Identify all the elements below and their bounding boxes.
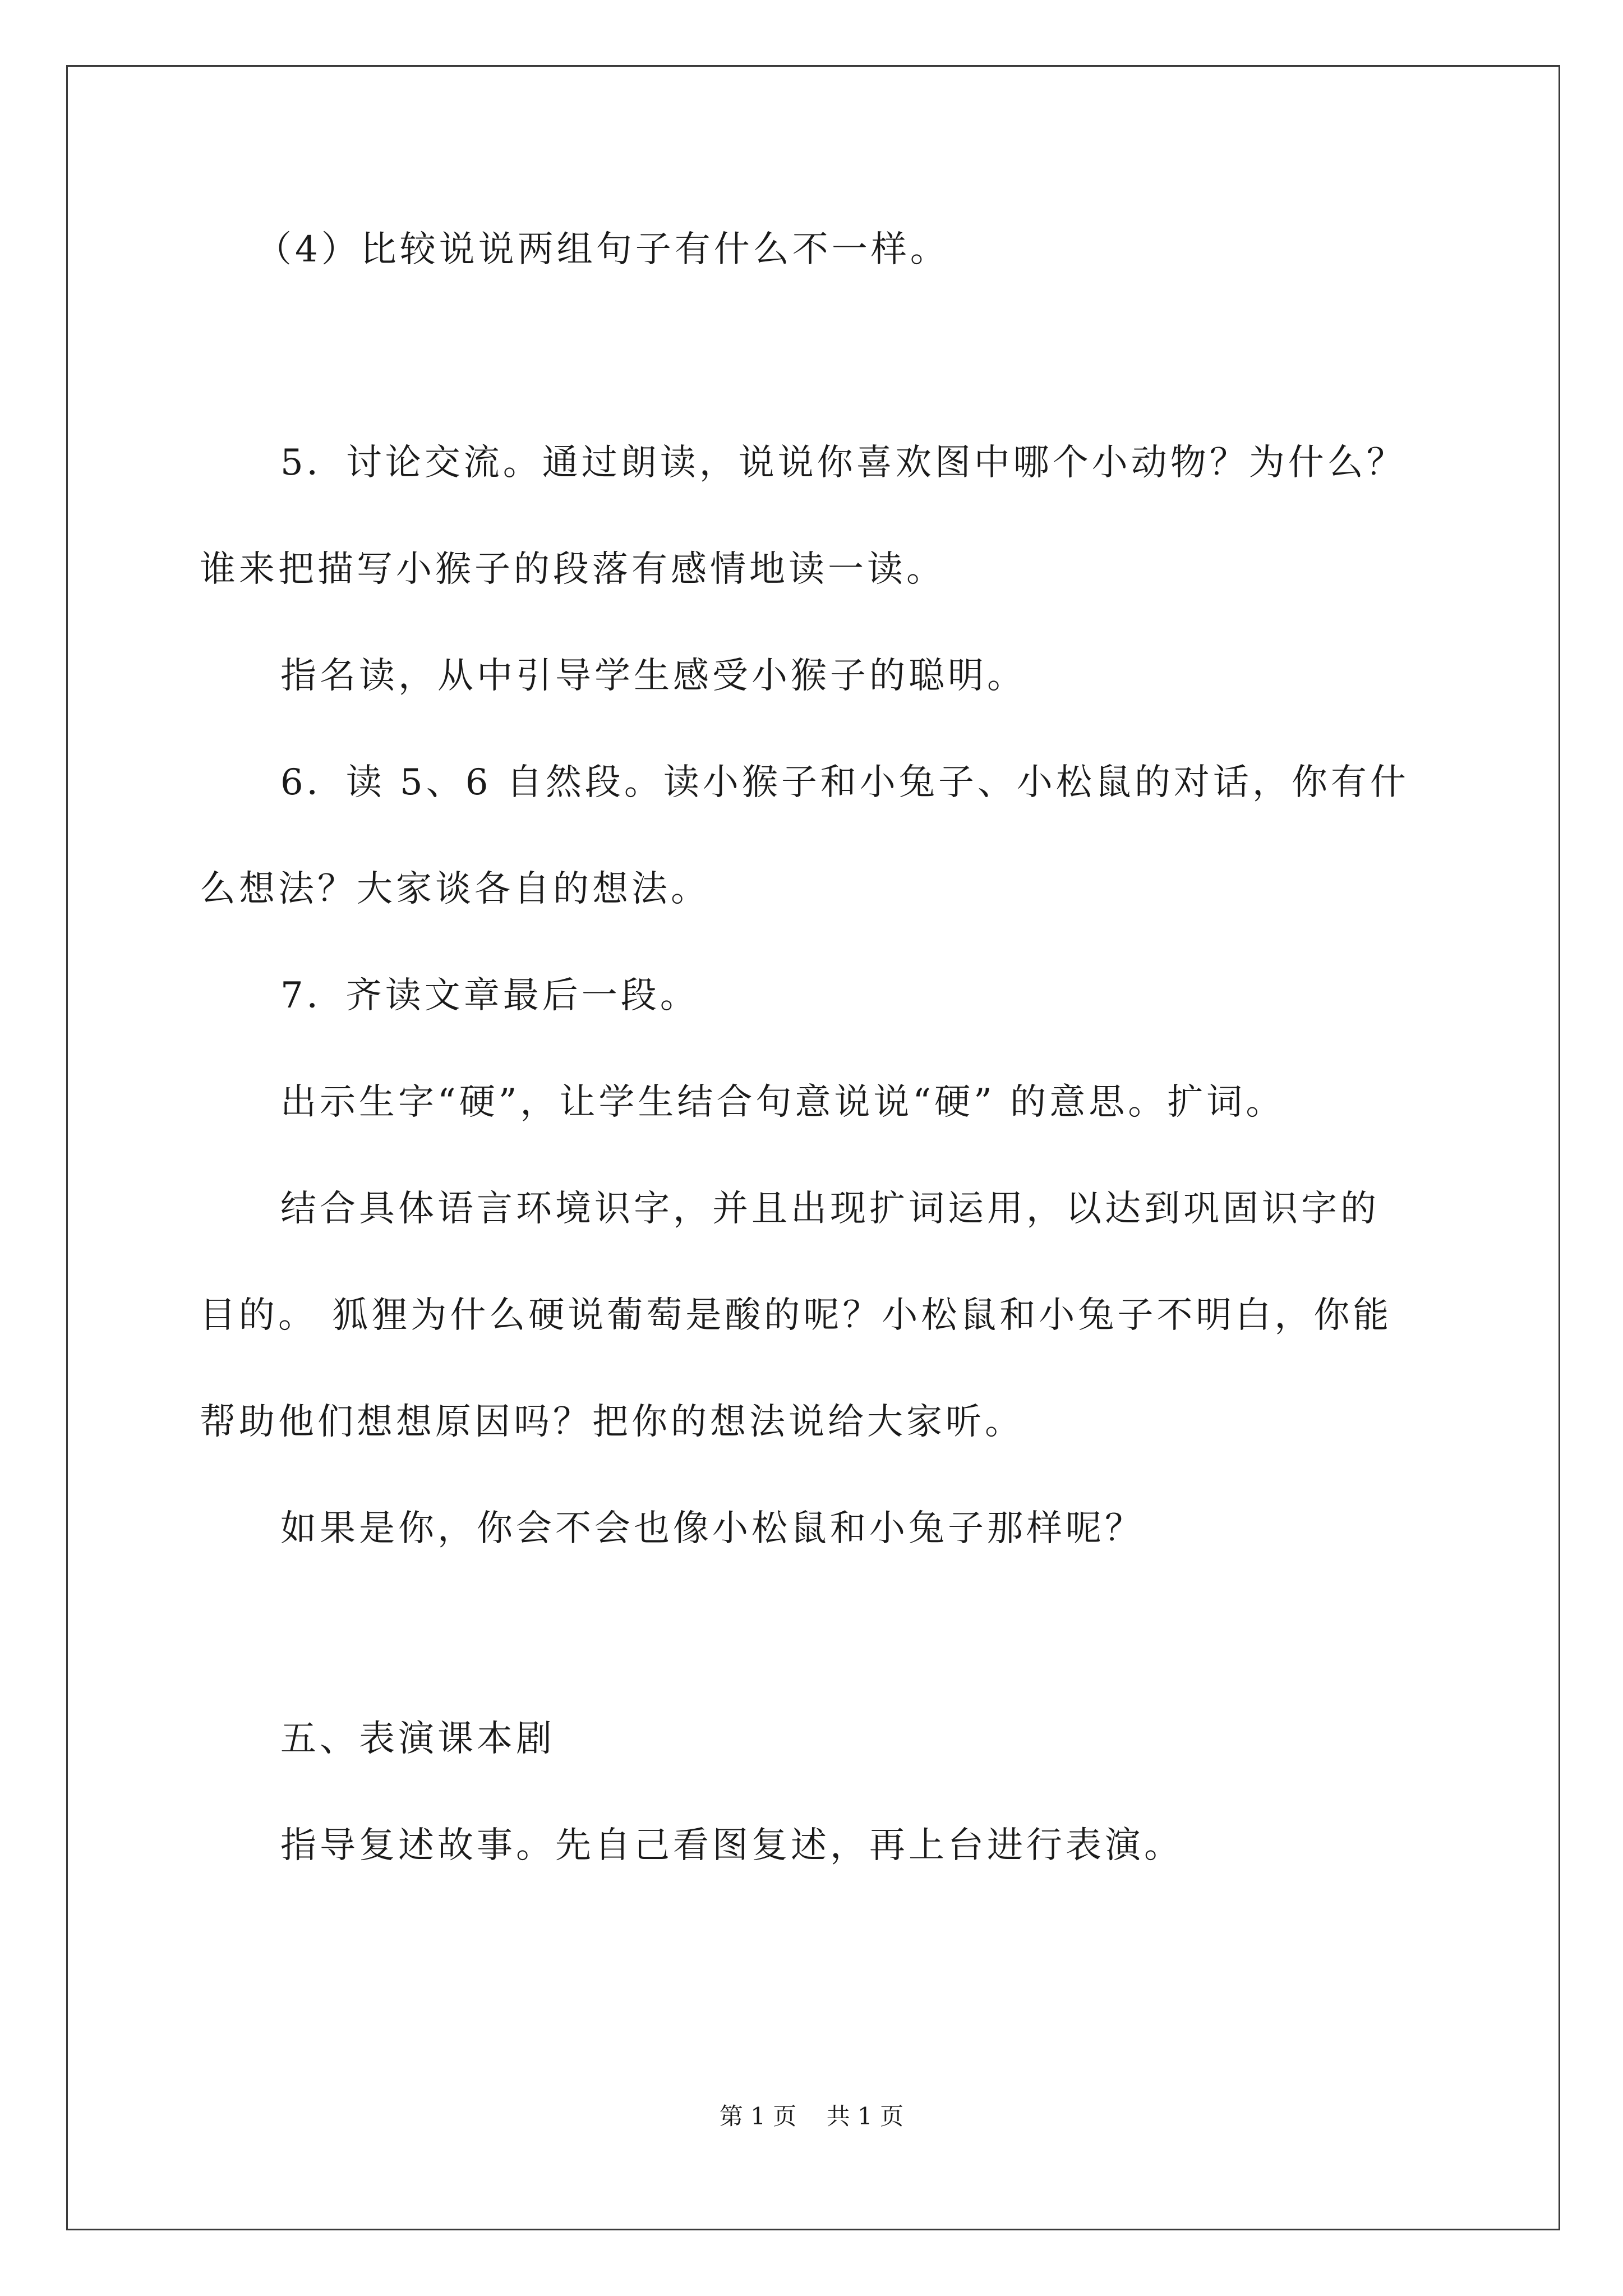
- paragraph-retell: 指导复述故事。先自己看图复述，再上台进行表演。: [280, 1825, 1183, 1866]
- paragraph-named-reading: 指名读，从中引导学生感受小猴子的聪明。: [280, 655, 1026, 697]
- section-heading-performance: 五、表演课本剧: [280, 1718, 555, 1760]
- paragraph-read-7: 7．齐读文章最后一段。: [280, 975, 699, 1016]
- paragraph-new-character: 出示生字“硬”，让学生结合句意说说“硬” 的意思。扩词。: [280, 1082, 1285, 1123]
- paragraph-discussion-5-cont: 谁来把描写小猴子的段落有感情地读一读。: [200, 549, 946, 590]
- page-footer: 第 1 页 共 1 页: [719, 2102, 904, 2130]
- paragraph-context-literacy-cont: 目的。 狐狸为什么硬说葡萄是酸的呢？小松鼠和小兔子不明白，你能: [200, 1295, 1393, 1336]
- page-border: [66, 65, 1560, 2230]
- paragraph-context-literacy: 结合具体语言环境识字，并且出现扩词运用，以达到巩固识字的: [280, 1188, 1380, 1230]
- paragraph-context-literacy-cont-2: 帮助他们想想原因吗？把你的想法说给大家听。: [200, 1401, 1024, 1443]
- paragraph-compare-sentences: （4）比较说说两组句子有什么不一样。: [256, 229, 949, 270]
- paragraph-if-you: 如果是你，你会不会也像小松鼠和小兔子那样呢？: [280, 1508, 1144, 1549]
- paragraph-read-6-cont: 么想法？大家谈各自的想法。: [200, 868, 710, 910]
- paragraph-discussion-5: 5．讨论交流。通过朗读，说说你喜欢图中哪个小动物？为什么？: [280, 442, 1406, 484]
- paragraph-read-6: 6．读 5、6 自然段。读小猴子和小兔子、小松鼠的对话，你有什: [280, 762, 1409, 803]
